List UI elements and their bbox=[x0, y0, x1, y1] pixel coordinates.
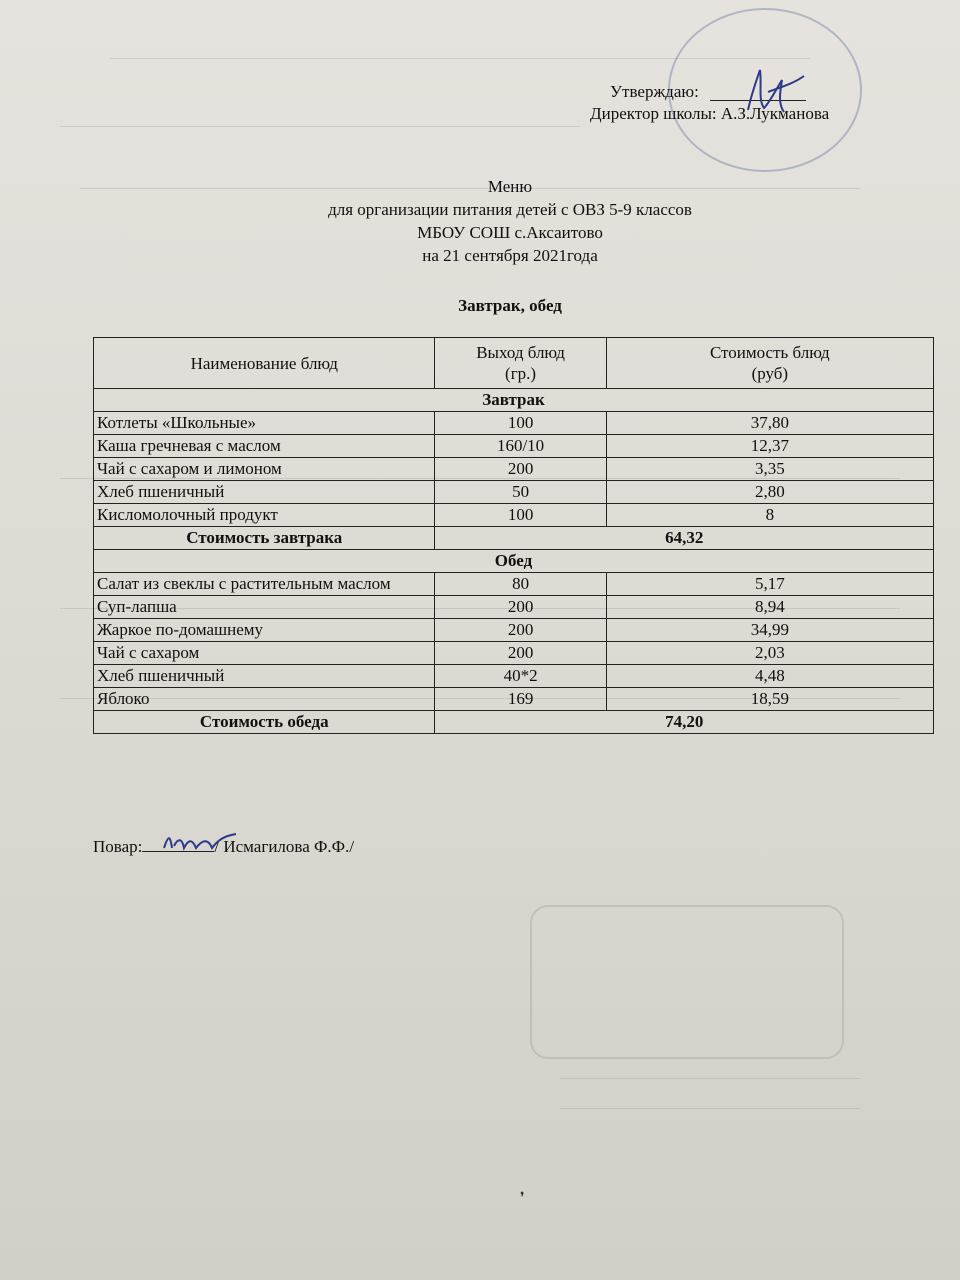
doc-subtitle: для организации питания детей с ОВЗ 5-9 классов bbox=[328, 200, 692, 219]
menu-table-body bbox=[94, 389, 934, 734]
dish-weight: 160/10 bbox=[435, 435, 606, 458]
table-row bbox=[94, 642, 934, 665]
dish-weight: 200 bbox=[435, 596, 606, 619]
director-position: Директор школы: bbox=[590, 104, 717, 123]
total-label: Стоимость обеда bbox=[94, 711, 435, 734]
show-through-stamp bbox=[530, 905, 844, 1059]
show-through-text bbox=[60, 118, 580, 127]
table-row bbox=[94, 665, 934, 688]
dish-name: Хлеб пшеничный bbox=[94, 481, 435, 504]
total-row-lunch bbox=[94, 711, 934, 734]
dish-cost: 2,80 bbox=[606, 481, 933, 504]
dish-weight: 80 bbox=[435, 573, 606, 596]
dish-weight: 50 bbox=[435, 481, 606, 504]
column-header-cost: Стоимость блюд (руб) bbox=[606, 338, 933, 389]
table-row bbox=[94, 412, 934, 435]
dish-name: Котлеты «Школьные» bbox=[94, 412, 435, 435]
table-row bbox=[94, 688, 934, 711]
total-value: 64,32 bbox=[435, 527, 934, 550]
column-header-weight: Выход блюд (гр.) bbox=[435, 338, 606, 389]
total-value: 74,20 bbox=[435, 711, 934, 734]
dish-weight: 100 bbox=[435, 504, 606, 527]
menu-table bbox=[93, 337, 934, 734]
total-label: Стоимость завтрака bbox=[94, 527, 435, 550]
total-row-breakfast bbox=[94, 527, 934, 550]
dish-cost: 8 bbox=[606, 504, 933, 527]
table-row bbox=[94, 435, 934, 458]
column-header-dish: Наименование блюд bbox=[94, 338, 435, 389]
cook-name: / Исмагилова Ф.Ф./ bbox=[214, 837, 355, 856]
dish-cost: 5,17 bbox=[606, 573, 933, 596]
dish-weight: 40*2 bbox=[435, 665, 606, 688]
dish-cost: 3,35 bbox=[606, 458, 933, 481]
dish-cost: 18,59 bbox=[606, 688, 933, 711]
table-row bbox=[94, 619, 934, 642]
dish-weight: 200 bbox=[435, 642, 606, 665]
show-through-text bbox=[560, 1070, 860, 1079]
table-row bbox=[94, 504, 934, 527]
dish-weight: 200 bbox=[435, 619, 606, 642]
dish-cost: 12,37 bbox=[606, 435, 933, 458]
dish-name: Чай с сахаром и лимоном bbox=[94, 458, 435, 481]
dish-name: Салат из свеклы с растительным маслом bbox=[94, 573, 435, 596]
school-name: МБОУ СОШ с.Аксаитово bbox=[417, 223, 603, 242]
cook-signature bbox=[160, 828, 240, 858]
pen-dot: ❜ bbox=[520, 1191, 525, 1206]
table-row bbox=[94, 458, 934, 481]
dish-name: Яблоко bbox=[94, 688, 435, 711]
dish-name: Хлеб пшеничный bbox=[94, 665, 435, 688]
cook-label: Повар: bbox=[93, 837, 143, 856]
section-row-breakfast bbox=[94, 389, 934, 412]
dish-cost: 34,99 bbox=[606, 619, 933, 642]
show-through-text bbox=[560, 1100, 860, 1109]
table-row bbox=[94, 481, 934, 504]
dish-weight: 200 bbox=[435, 458, 606, 481]
meals-title: Завтрак, обед bbox=[458, 296, 562, 315]
table-header-row bbox=[94, 338, 934, 389]
dish-cost: 8,94 bbox=[606, 596, 933, 619]
dish-name: Кисломолочный продукт bbox=[94, 504, 435, 527]
dish-cost: 37,80 bbox=[606, 412, 933, 435]
approval-label: Утверждаю: bbox=[610, 82, 699, 101]
dish-weight: 169 bbox=[435, 688, 606, 711]
dish-name: Жаркое по-домашнему bbox=[94, 619, 435, 642]
table-row bbox=[94, 596, 934, 619]
dish-cost: 4,48 bbox=[606, 665, 933, 688]
dish-name: Чай с сахаром bbox=[94, 642, 435, 665]
doc-title: Меню bbox=[487, 177, 533, 196]
section-title: Обед bbox=[94, 550, 934, 573]
menu-date: на 21 сентября 2021года bbox=[422, 246, 598, 265]
section-row-lunch bbox=[94, 550, 934, 573]
dish-name: Суп-лапша bbox=[94, 596, 435, 619]
director-line bbox=[590, 104, 829, 124]
dish-weight: 100 bbox=[435, 412, 606, 435]
dish-cost: 2,03 bbox=[606, 642, 933, 665]
director-name: А.З.Лукманова bbox=[720, 104, 830, 123]
section-title: Завтрак bbox=[94, 389, 934, 412]
table-row bbox=[94, 573, 934, 596]
dish-name: Каша гречневая с маслом bbox=[94, 435, 435, 458]
